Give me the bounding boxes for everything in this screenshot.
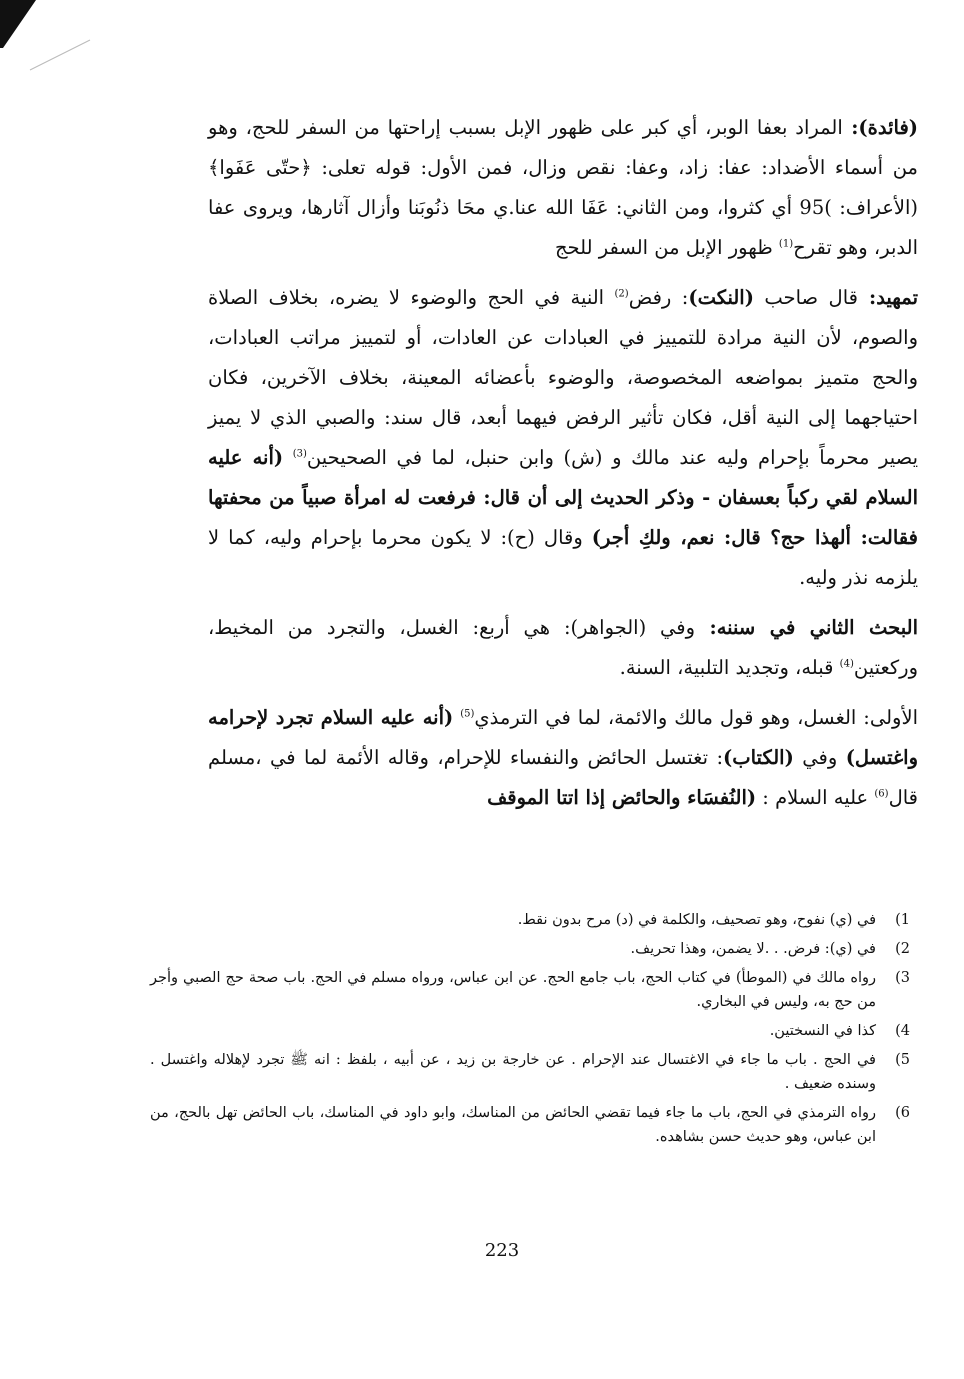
paragraph-bahth-thani bbox=[208, 608, 918, 688]
bold-run: تمهيد: bbox=[857, 286, 918, 309]
footnote-ref: (4) bbox=[839, 658, 854, 670]
footnote-ref: (3) bbox=[292, 448, 307, 460]
footnotes bbox=[150, 908, 910, 1154]
footnote-number: 5) bbox=[895, 1052, 910, 1068]
paragraph-al-oula bbox=[208, 698, 918, 818]
text-run: المراد بعفا الوبر، أي كبر على ظهور الإبل بسبب إراحتها من السفر للحج، وهو من أسماء الأضداد: عفا: زاد، وعفا: نقص وزال، فمن الأول: قوله تعلى: ﴿حتّى عَفَوا﴾ (الأعراف: )95 أي كثروا، ومن الثاني: عَفَا الله عنا.ي محَا ذنُوبَنا وأزال آثارها، ويروى عفا الدبر، وهو تقرح bbox=[208, 116, 918, 259]
text-run: ظهور الإبل من السفر للحج bbox=[554, 236, 779, 259]
bold-run: (فائدة): bbox=[842, 116, 918, 139]
text-run: النية في الحج والوضوء لا يضره، بخلاف الصلاة والصوم، لأن النية مرادة للتمييز في العبادات عن العادات، أو لتمييز مراتب العبادات، والحج متميز بمواضعه المخصوصة، والوضوء بأعضائه المعينة، بخلاف الآخرين، فكان احتياجهما إلى النية أقل، فكان تأثير الرفض فيهما أبعد، قال سند: والصبي الذي لا يميز يصير محرماً بإحرام وليه عند مالك و (ش) وابن حنبل، لما في الصحيحين bbox=[208, 286, 918, 469]
paragraph-tamheed bbox=[208, 278, 918, 598]
footnote-6 bbox=[150, 1101, 910, 1149]
footnote-text: في الحج . باب ما جاء في الاغتسال عند الإحرام . عن خارجة بن زيد ، عن أبيه ، بلفظ : انه ﷺ تجرد لإهلاله واغتسل . وسنده ضعيف . bbox=[150, 1052, 876, 1092]
footnote-ref: (1) bbox=[778, 238, 794, 250]
footnote-text: كذا في النسختين. bbox=[769, 1023, 876, 1039]
footnote-4 bbox=[150, 1019, 910, 1043]
footnote-5 bbox=[150, 1048, 910, 1096]
footnote-number: 3) bbox=[895, 970, 910, 986]
footnote-text: في (ي): فرض. . .لا يضمن، وهذا تحريف. bbox=[630, 941, 876, 957]
footnote-text: رواه مالك في (الموطأ) في كتاب الحج، باب جامع الحج. عن ابن عباس، ورواه مسلم في الحج. باب صحة حج الصبي وأجر من حج به، وليس في البخاري. bbox=[150, 970, 876, 1010]
text-run: الأولى: الغسل، وهو قول مالك والائمة، لما في الترمذي bbox=[474, 706, 918, 729]
bold-run: البحث الثاني في سننه: bbox=[695, 616, 918, 639]
main-text bbox=[208, 108, 918, 828]
paragraph-faida bbox=[208, 108, 918, 268]
footnote-ref: (5) bbox=[460, 708, 475, 720]
footnote-number: 4) bbox=[895, 1023, 910, 1039]
footnote-number: 6) bbox=[895, 1105, 910, 1121]
text-run: : رفض bbox=[628, 286, 689, 309]
page-corner-mark bbox=[0, 0, 120, 110]
text-run: عليه السلام : bbox=[756, 786, 875, 809]
footnote-3 bbox=[150, 966, 910, 1014]
text-run: وقال (ح): لا يكون محرما بإحرام وليه، كما لا يلزمه نذر وليه. bbox=[208, 526, 918, 589]
text-run: : تغتسل الحائض والنفساء للإحرام، وقاله الأئمة لما في ،مسلم قال bbox=[208, 746, 918, 809]
footnote-number: 2) bbox=[895, 941, 910, 957]
bold-run: (الكتاب) bbox=[723, 746, 794, 769]
footnote-ref: (2) bbox=[614, 288, 629, 300]
footnote-ref: (6) bbox=[874, 788, 889, 800]
page-number: 223 bbox=[484, 1240, 520, 1261]
bold-run: (أنه عليه السلام تجرد لإحرامه واغتسل) bbox=[208, 706, 919, 769]
text-run: قال صاحب bbox=[753, 286, 858, 309]
bold-run: (أنه عليه السلام لقي ركباً بعسفان - وذكر الحديث إلى أن قال: فرفعت له امرأة صبياً من محفتها فقالت: ألهذا حج؟ قال: نعم، ولكِ أجر) bbox=[208, 446, 918, 549]
footnote-number: 1) bbox=[895, 912, 910, 928]
footnote-text: في (ي) نفوح، وهو تصحيف، والكلمة في (د) مرح بدون نقط. bbox=[517, 912, 876, 928]
bold-run: (النُفسَاء والحائض إذا اتتا الموقف bbox=[487, 786, 757, 809]
text-run bbox=[283, 446, 293, 469]
footnote-2 bbox=[150, 937, 910, 961]
footnote-1 bbox=[150, 908, 910, 932]
text-run: وفي (الجواهر): هي أربع: الغسل، والتجرد من المخيط، وركعتين bbox=[208, 616, 918, 679]
text-run: وفي bbox=[793, 746, 846, 769]
text-run: قبله، وتجديد التلبية، السنة. bbox=[619, 656, 840, 679]
bold-run: (النكت) bbox=[688, 286, 754, 309]
footnote-text: رواه الترمذي في الحج، باب ما جاء فيما تقضي الحائض من المناسك، وابو داود في المناسك، باب الحائض تهل بالحج، من ابن عباس، وهو حديث حسن بشاهده. bbox=[150, 1105, 876, 1145]
